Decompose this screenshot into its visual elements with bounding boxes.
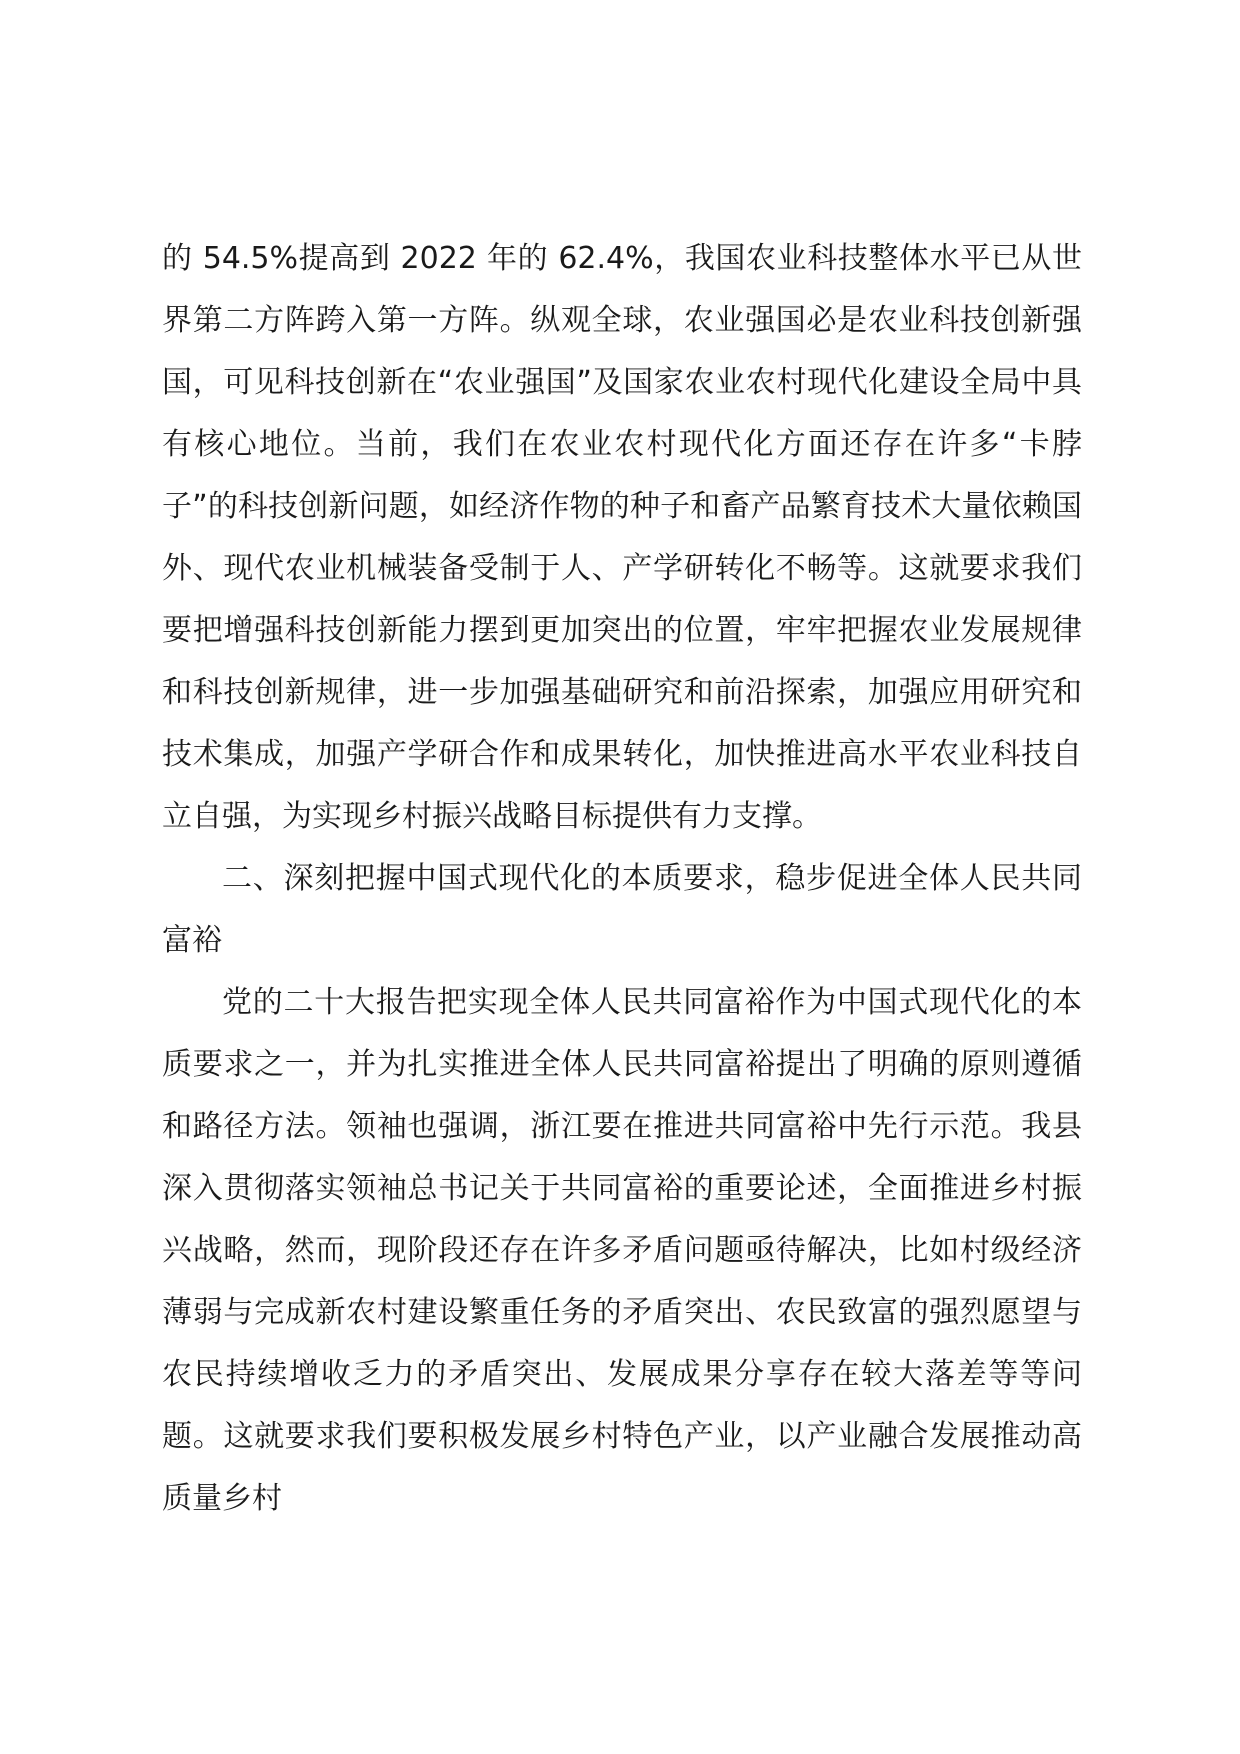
document-body (162, 228, 1082, 1530)
paragraph-continued: 的 54.5%提高到 2022 年的 62.4%，我国农业科技整体水平已从世界第二方阵跨入第一方阵。纵观全球，农业强国必是农业科技创新强国，可见科技创新在“农业强国”及国家农业农村现代化建设全局中具有核心地位。当前，我们在农业农村现代化方面还存在许多“卡脖子”的科技创新问题，如经济作物的种子和畜产品繁育技术大量依赖国外、现代农业机械装备受制于人、产学研转化不畅等。这就要求我们要把增强科技创新能力摆到更加突出的位置，牢牢把握农业发展规律和科技创新规律，进一步加强基础研究和前沿探索，加强应用研究和技术集成，加强产学研合作和成果转化，加快推进高水平农业科技自立自强，为实现乡村振兴战略目标提供有力支撑。 (162, 241, 1082, 834)
paragraph-common-prosperity: 党的二十大报告把实现全体人民共同富裕作为中国式现代化的本质要求之一，并为扎实推进全体人民共同富裕提出了明确的原则遵循和路径方法。领袖也强调，浙江要在推进共同富裕中先行示范。我县深入贯彻落实领袖总书记关于共同富裕的重要论述，全面推进乡村振兴战略，然而，现阶段还存在许多矛盾问题亟待解决，比如村级经济薄弱与完成新农村建设繁重任务的矛盾突出、农民致富的强烈愿望与农民持续增收乏力的矛盾突出、发展成果分享存在较大落差等等问题。这就要求我们要积极发展乡村特色产业，以产业融合发展推动高质量乡村 (162, 985, 1082, 1516)
section-heading: 二、深刻把握中国式现代化的本质要求，稳步促进全体人民共同富裕 (162, 861, 1082, 958)
